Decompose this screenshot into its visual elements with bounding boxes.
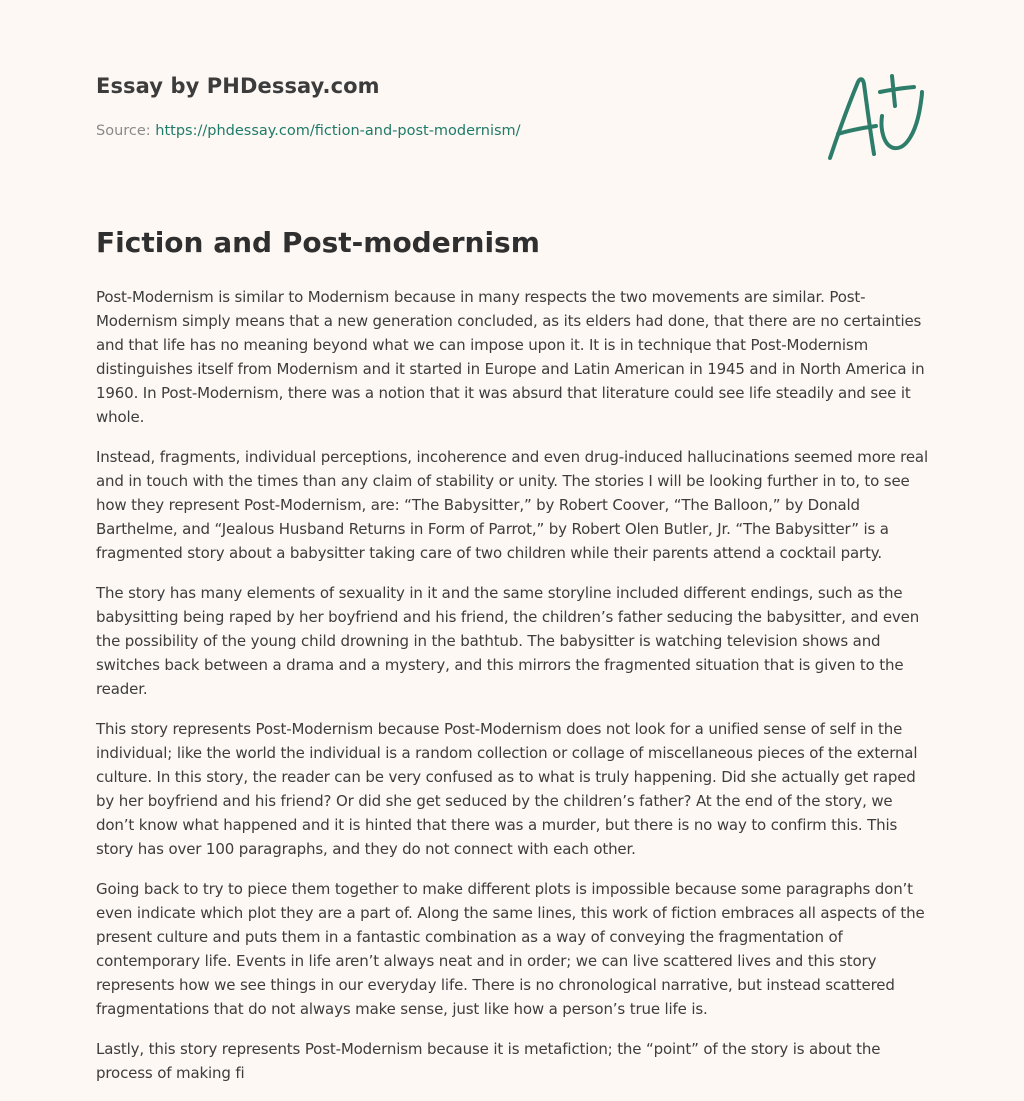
essay-paragraph: Instead, fragments, individual perceptions, incoherence and even drug-induced hallucinations seemed more real and in touch with the times than any claim of stability or unity. The stories I will be looking further in to, to see how they represent Post-Modernism, are: “The Babysitter,” by Robert Coover, “The Balloon,” by Donald Barthelme, and “Jealous Husband Returns in Form of Parrot,” by Robert Olen Butler, Jr. “The Babysitter” is a fragmented story about a babysitter taking care of two children while their parents attend a cocktail party. xyxy=(96,448,928,562)
essay-paragraph: Lastly, this story represents Post-Modernism because it is metafiction; the “point” of the story is about the process of making fi xyxy=(96,1040,881,1082)
essay-paragraph: This story represents Post-Modernism because Post-Modernism does not look for a unified sense of self in the individual; like the world the individual is a random collection or collage of miscellaneous pieces of the external culture. In this story, the reader can be very confused as to what is truly happening. Did she actually get raped by her boyfriend and his friend? Or did she get seduced by the children’s father? At the end of the story, we don’t know what happened and it is hinted that there was a murder, but there is no way to confirm this. This story has over 100 paragraphs, and they do not connect with each other. xyxy=(96,720,918,858)
essay-title: Fiction and Post-modernism xyxy=(96,226,540,259)
source-line xyxy=(96,123,521,139)
source-label: Source: xyxy=(96,123,151,139)
essay-body xyxy=(96,285,932,1101)
essay-paragraph: The story has many elements of sexuality in it and the same storyline included different endings, such as the babysitting being raped by her boyfriend and his friend, the children’s father seducing the babysitter, and even the possibility of the young child drowning in the bathtub. The babysitter is watching television shows and switches back between a drama and a mystery, and this mirrors the fragmented situation that is given to the reader. xyxy=(96,584,920,698)
source-link[interactable]: https://phdessay.com/fiction-and-post-modernism/ xyxy=(155,123,521,139)
a-plus-logo-icon xyxy=(824,68,928,166)
essay-paragraph: Going back to try to piece them together to make different plots is impossible because some paragraphs don’t even indicate which plot they are a part of. Along the same lines, this work of fiction embraces all aspects of the present culture and puts them in a fantastic combination as a way of conveying the fragmentation of contemporary life. Events in life aren’t always neat and in order; we can live scattered lives and this story represents how we see things in our everyday life. There is no chronological narrative, but instead scattered fragmentations that do not always make sense, just like how a person’s true life is. xyxy=(96,880,925,1018)
site-brand: Essay by PHDessay.com xyxy=(96,74,380,98)
essay-paragraph: Post-Modernism is similar to Modernism because in many respects the two movements are similar. Post-Modernism simply means that a new generation concluded, as its elders had done, that there are no certainties and that life has no meaning beyond what we can impose upon it. It is in technique that Post-Modernism distinguishes itself from Modernism and it started in Europe and Latin American in 1945 and in North America in 1960. In Post-Modernism, there was a notion that it was absurd that literature could see life steadily and see it whole. xyxy=(96,288,925,426)
